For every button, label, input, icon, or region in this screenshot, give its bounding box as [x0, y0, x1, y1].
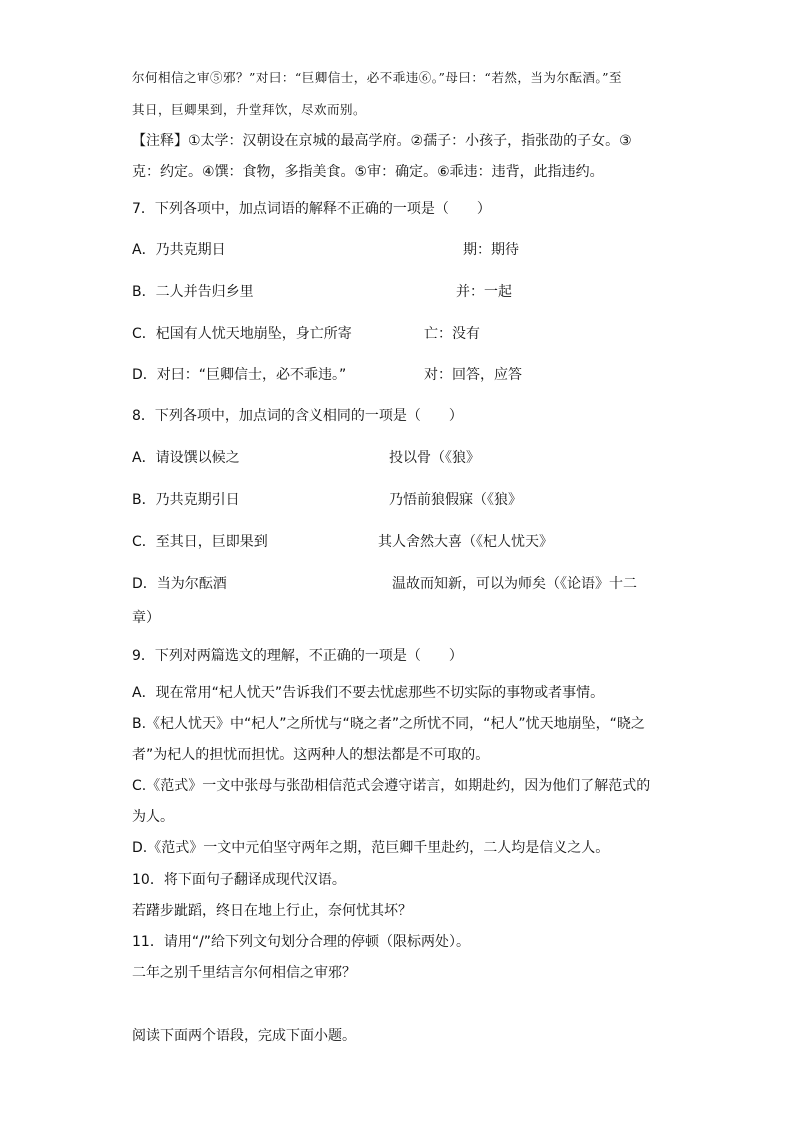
- q7-option-a-gloss: 期：期待: [463, 242, 519, 258]
- q10-stem: 10．将下面句子翻译成现代汉语。: [132, 872, 346, 888]
- q8-option-b-compare: 乃悟前狼假寐（《狼》: [389, 492, 522, 508]
- q7-option-d-gloss: 对：回答，应答: [424, 367, 522, 383]
- q7-option-d: D．对曰：“巨卿信士，必不乖违。”: [132, 367, 347, 383]
- q10-sentence: 若躇步跐蹈，终日在地上行止，奈何忧其坏？: [132, 903, 412, 919]
- q8-option-b: B．乃共克期引日: [132, 492, 240, 508]
- reading-instruction: 阅读下面两个语段，完成下面小题。: [132, 1028, 356, 1044]
- q7-stem: 7．下列各项中，加点词语的解释不正确的一项是（ ）: [132, 201, 491, 217]
- q9-option-d: D.《范式》一文中元伯坚守两年之期，范巨卿千里赴约，二人均是信义之人。: [132, 840, 610, 856]
- q9-stem: 9．下列对两篇选文的理解，不正确的一项是（ ）: [132, 648, 463, 664]
- q7-option-b: B．二人并告归乡里: [132, 284, 254, 300]
- q8-option-c: C．至其日，巨即果到: [132, 534, 268, 550]
- q9-option-b-line-2: 者”为杞人的担忧而担忧。这两种人的想法都是不可取的。: [132, 747, 490, 763]
- q8-option-c-compare: 其人舍然大喜（《杞人忧天》: [378, 534, 553, 550]
- q8-option-a: A．请设馔以候之: [132, 450, 240, 466]
- q7-option-c-gloss: 亡：没有: [424, 326, 480, 342]
- notes-line-2: 克：约定。④馔：食物，多指美食。⑤审：确定。⑥乖违：违背，此指违约。: [132, 164, 604, 180]
- passage-line-2: 其日，巨卿果到，升堂拜饮，尽欢而别。: [132, 102, 367, 117]
- q8-stem: 8．下列各项中，加点词的含义相同的一项是（ ）: [132, 408, 463, 424]
- q8-option-d-compare: 温故而知新，可以为师矣（《论语》十二: [392, 576, 637, 592]
- q11-stem: 11．请用“/”给下列文句划分合理的停顿（限标两处）。: [132, 934, 471, 950]
- notes-line-1: 【注释】①太学：汉朝设在京城的最高学府。②孺子：小孩子，指张劭的子女。③: [132, 133, 632, 149]
- q9-option-b-line-1: B.《杞人忧天》中“杞人”之所忧与“晓之者”之所忧不同，“杞人”忧天地崩坠，“晓之: [132, 716, 645, 732]
- q8-option-a-compare: 投以骨（《狼》: [389, 450, 480, 466]
- q9-option-c-line-2: 为人。: [132, 809, 174, 825]
- q7-option-b-gloss: 并：一起: [456, 284, 512, 300]
- q8-option-d: D．当为尔酝酒: [132, 576, 227, 592]
- q11-sentence: 二年之别千里结言尔何相信之审邪？: [132, 965, 356, 981]
- q8-option-d-wrap: 章）: [132, 610, 160, 626]
- q9-option-c-line-1: C.《范式》一文中张母与张劭相信范式会遵守诺言，如期赴约，因为他们了解范式的: [132, 778, 651, 794]
- q9-option-a: A．现在常用“杞人忧天”告诉我们不要去忧虑那些不切实际的事物或者事情。: [132, 685, 605, 701]
- passage-line-1: 尔何相信之审⑤邪？”对曰：“巨卿信士，必不乖违⑥。”母曰：“若然，当为尔酝酒。”至: [132, 70, 622, 85]
- q7-option-a: A．乃共克期日: [132, 242, 226, 258]
- q7-option-c: C．杞国有人忧天地崩坠，身亡所寄: [132, 326, 352, 342]
